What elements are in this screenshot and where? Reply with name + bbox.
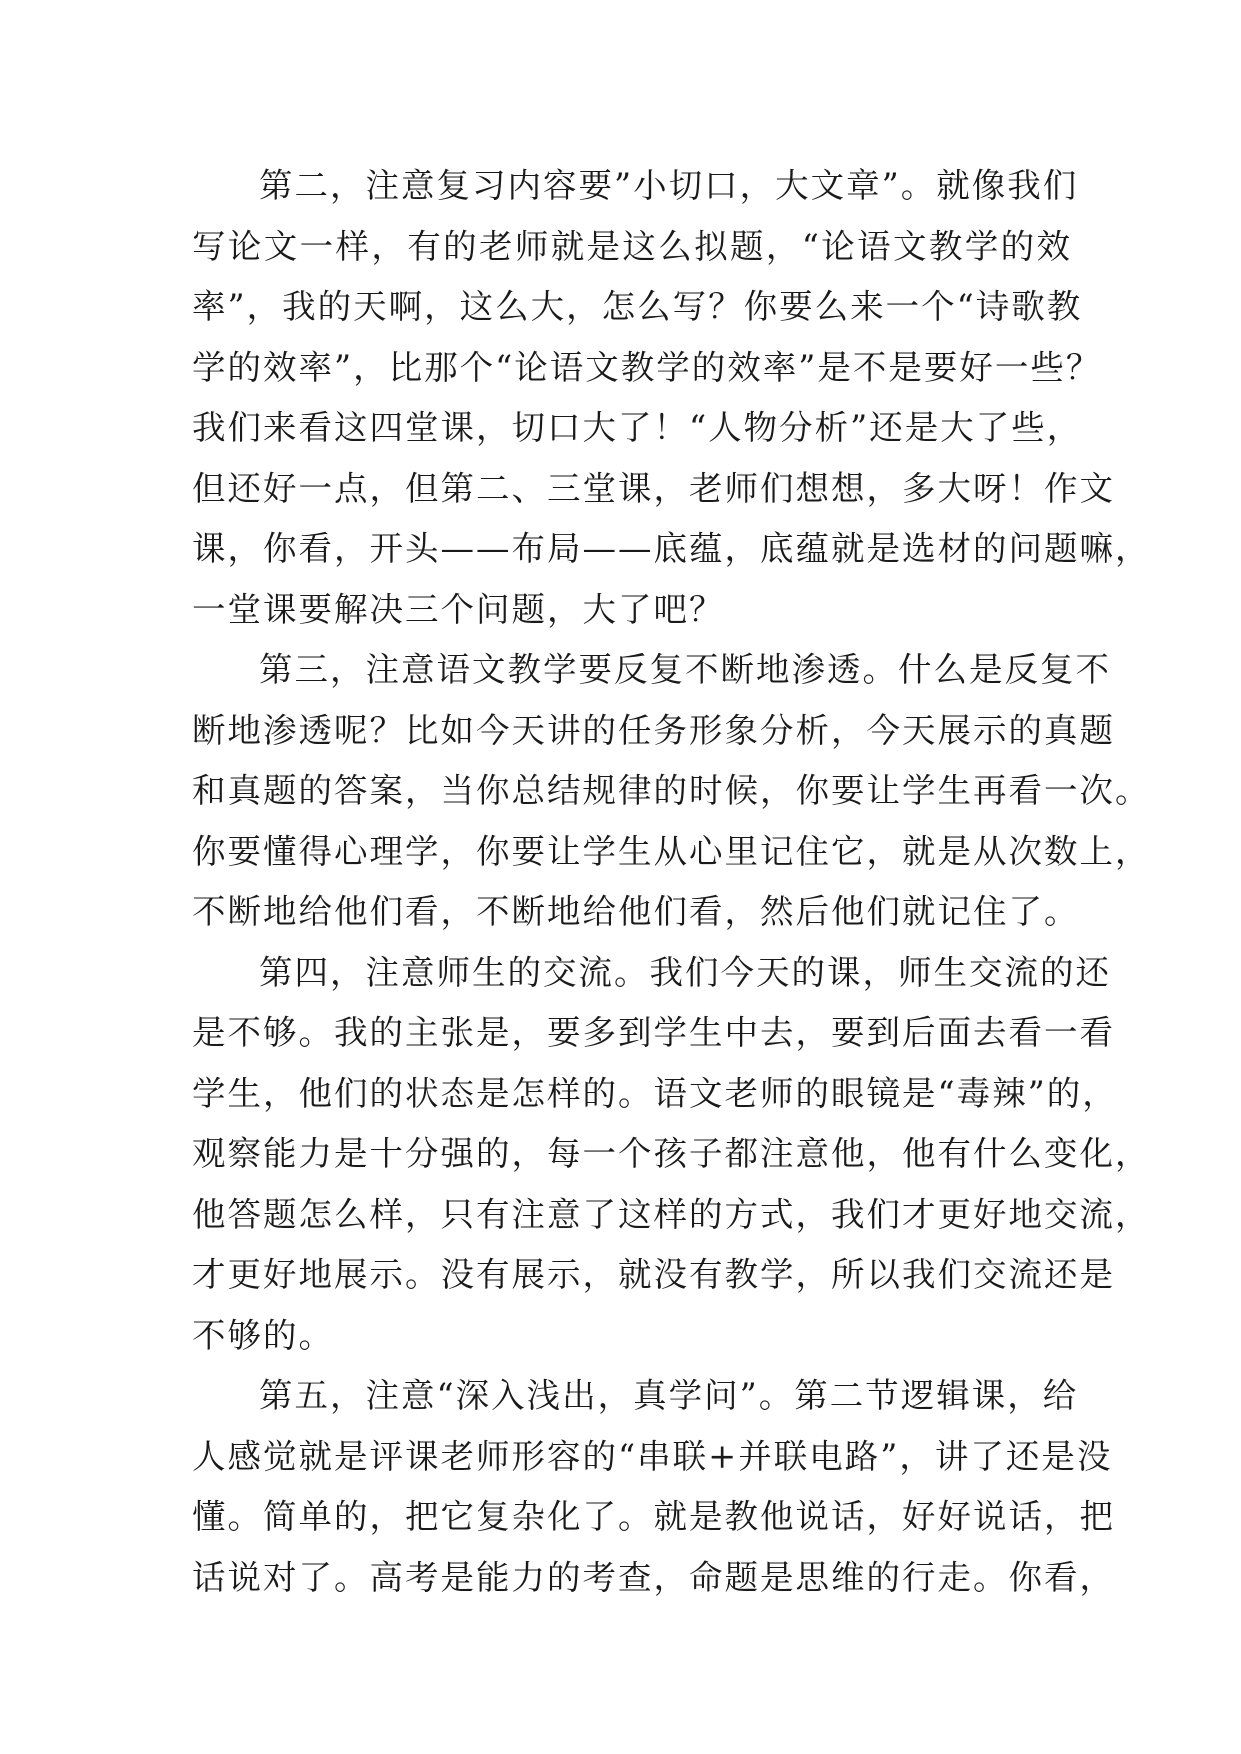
text-line: 才更好地展示。没有展示，就没有教学，所以我们交流还是 [192,1255,1115,1294]
text-line: 率”，我的天啊，这么大，怎么写？你要么来一个“诗歌教 [192,287,1083,326]
text-line: 断地渗透呢？比如今天讲的任务形象分析，今天展示的真题 [192,710,1115,750]
text-line: 第三，注意语文教学要反复不断地渗透。什么是反复不 [259,650,1111,689]
text-line: 但还好一点，但第二、三堂课，老师们想想，多大呀！作文 [192,468,1115,508]
text-line: 第四，注意师生的交流。我们今天的课，师生交流的还 [259,952,1111,992]
paragraph [192,1366,1115,1608]
paragraph [192,943,1151,1367]
paragraph [192,640,1151,943]
text-line: 写论文一样，有的老师就是这么拟题，“论语文教学的效 [192,226,1072,266]
text-line: 他答题怎么样，只有注意了这样的方式，我们才更好地交流， [192,1194,1151,1234]
text-line: 是不够。我的主张是，要多到学生中去，要到后面去看一看 [192,1013,1115,1052]
text-line: 懂。简单的，把它复杂化了。就是教他说话，好好说话，把 [192,1497,1115,1536]
text-line: 和真题的答案，当你总结规律的时候，你要让学生再看一次。 [192,771,1151,810]
text-line: 不断地给他们看，不断地给他们看，然后他们就记住了。 [192,892,1080,931]
text-line: 不够的。 [192,1315,334,1355]
text-line: 第五，注意“深入浅出，真学问”。第二节逻辑课，给 [259,1376,1079,1415]
text-line: 一堂课要解决三个问题，大了吧？ [192,589,725,629]
text-line: 学生，他们的状态是怎样的。语文老师的眼镜是“毒辣”的， [192,1073,1118,1113]
text-line: 课，你看，开头——布局——底蕴，底蕴就是选材的问题嘛， [192,529,1151,568]
text-line: 学的效率”，比那个“论语文教学的效率”是不是要好一些？ [192,347,1102,387]
text-line: 你要懂得心理学，你要让学生从心里记住它，就是从次数上， [192,831,1151,871]
document-body [192,156,1151,1608]
text-line: 话说对了。高考是能力的考查，命题是思维的行走。你看， [192,1557,1115,1597]
text-line: 观察能力是十分强的，每一个孩子都注意他，他有什么变化， [192,1134,1151,1173]
text-line: 第二，注意复习内容要”小切口，大文章”。就像我们 [259,166,1079,205]
paragraph [192,156,1151,640]
text-line: 人感觉就是评课老师形容的“串联+并联电路”，讲了还是没 [192,1436,1113,1476]
text-line: 我们来看这四堂课，切口大了！“人物分析”还是大了些， [192,408,1083,447]
